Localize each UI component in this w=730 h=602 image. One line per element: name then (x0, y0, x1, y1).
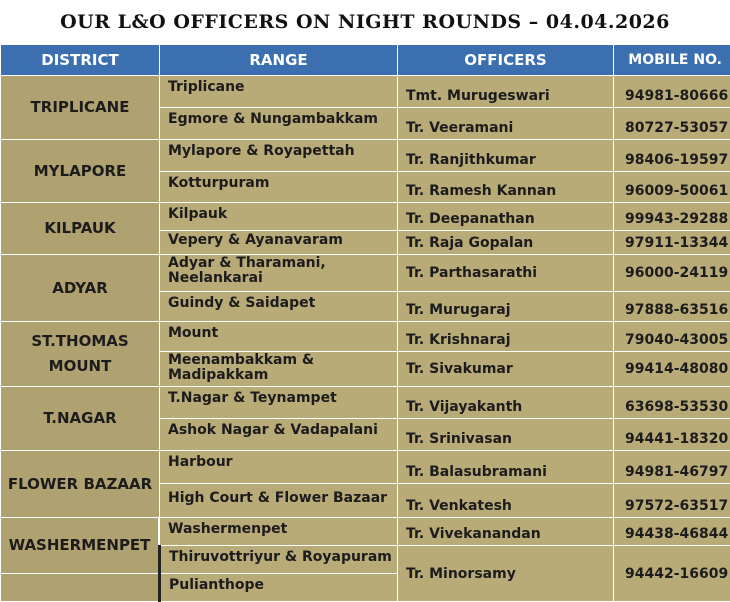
mobile-cell: 96000-24119 (614, 255, 730, 292)
mobile-cell: 97911-13344 (614, 231, 730, 255)
range-cell: Kotturpuram (160, 172, 398, 203)
mobile-cell: 94981-80666 (614, 76, 730, 108)
mobile-cell: 80727-53057 (614, 108, 730, 140)
officer-cell: Tr. Balasubramani (398, 451, 614, 484)
range-cell: Washermenpet (160, 518, 398, 546)
range-cell: Mount (160, 322, 398, 352)
table-row (1, 387, 730, 419)
table-row (1, 203, 730, 231)
table-row (1, 76, 730, 108)
district-cell: T.NAGAR (1, 387, 160, 451)
mobile-cell: 94438-46844 (614, 518, 730, 546)
district-cell: KILPAUK (1, 203, 160, 255)
officer-cell: Tr. Krishnaraj (398, 322, 614, 352)
range-cell: Pulianthope (160, 574, 398, 602)
header-district: DISTRICT (1, 45, 160, 76)
officer-cell: Tr. Vivekanandan (398, 518, 614, 546)
mobile-cell: 94981-46797 (614, 451, 730, 484)
district-cell: ADYAR (1, 255, 160, 322)
district-cell: ST.THOMAS MOUNT (1, 322, 160, 387)
district-cell: WASHERMENPET (1, 518, 160, 574)
table-row (1, 518, 730, 546)
officer-cell: Tr. Veeramani (398, 108, 614, 140)
range-cell: Mylapore & Royapettah (160, 140, 398, 172)
page-title: OUR L&O OFFICERS ON NIGHT ROUNDS – 04.04.2026 (0, 0, 730, 44)
officer-cell: Tr. Murugaraj (398, 292, 614, 322)
table-row (1, 255, 730, 292)
header-officers: OFFICERS (398, 45, 614, 76)
officer-cell: Tr. Venkatesh (398, 484, 614, 518)
range-cell: T.Nagar & Teynampet (160, 387, 398, 419)
range-cell: Harbour (160, 451, 398, 484)
header-range: RANGE (160, 45, 398, 76)
district-cell: MYLAPORE (1, 140, 160, 203)
officer-cell: Tr. Srinivasan (398, 419, 614, 451)
district-cell (1, 574, 160, 602)
range-cell: Meenambakkam & Madipakkam (160, 352, 398, 387)
range-cell: Triplicane (160, 76, 398, 108)
range-cell: Vepery & Ayanavaram (160, 231, 398, 255)
table-header-row (1, 45, 730, 76)
officer-cell: Tr. Ramesh Kannan (398, 172, 614, 203)
officer-cell: Tmt. Murugeswari (398, 76, 614, 108)
mobile-cell: 97888-63516 (614, 292, 730, 322)
table-row (1, 451, 730, 484)
district-cell: TRIPLICANE (1, 76, 160, 140)
range-cell: High Court & Flower Bazaar (160, 484, 398, 518)
range-cell: Ashok Nagar & Vadapalani (160, 419, 398, 451)
officer-cell: Tr. Parthasarathi (398, 255, 614, 292)
mobile-cell: 94442-16609 (614, 546, 730, 602)
table-row (1, 322, 730, 352)
mobile-cell: 97572-63517 (614, 484, 730, 518)
table-row (1, 140, 730, 172)
mobile-cell: 63698-53530 (614, 387, 730, 419)
mobile-cell: 79040-43005 (614, 322, 730, 352)
officer-cell: Tr. Ranjithkumar (398, 140, 614, 172)
header-mobile: MOBILE NO. (614, 45, 730, 76)
mobile-cell: 99414-48080 (614, 352, 730, 387)
range-cell: Egmore & Nungambakkam (160, 108, 398, 140)
mobile-cell: 99943-29288 (614, 203, 730, 231)
range-cell: Adyar & Tharamani, Neelankarai (160, 255, 398, 292)
officer-cell: Tr. Minorsamy (398, 546, 614, 602)
mobile-cell: 96009-50061 (614, 172, 730, 203)
officers-table (0, 44, 730, 602)
officer-cell: Tr. Raja Gopalan (398, 231, 614, 255)
range-cell: Thiruvottriyur & Royapuram (160, 546, 398, 574)
officer-cell: Tr. Deepanathan (398, 203, 614, 231)
range-cell: Guindy & Saidapet (160, 292, 398, 322)
range-cell: Kilpauk (160, 203, 398, 231)
officer-cell: Tr. Sivakumar (398, 352, 614, 387)
mobile-cell: 98406-19597 (614, 140, 730, 172)
mobile-cell: 94441-18320 (614, 419, 730, 451)
district-cell: FLOWER BAZAAR (1, 451, 160, 518)
officer-cell: Tr. Vijayakanth (398, 387, 614, 419)
